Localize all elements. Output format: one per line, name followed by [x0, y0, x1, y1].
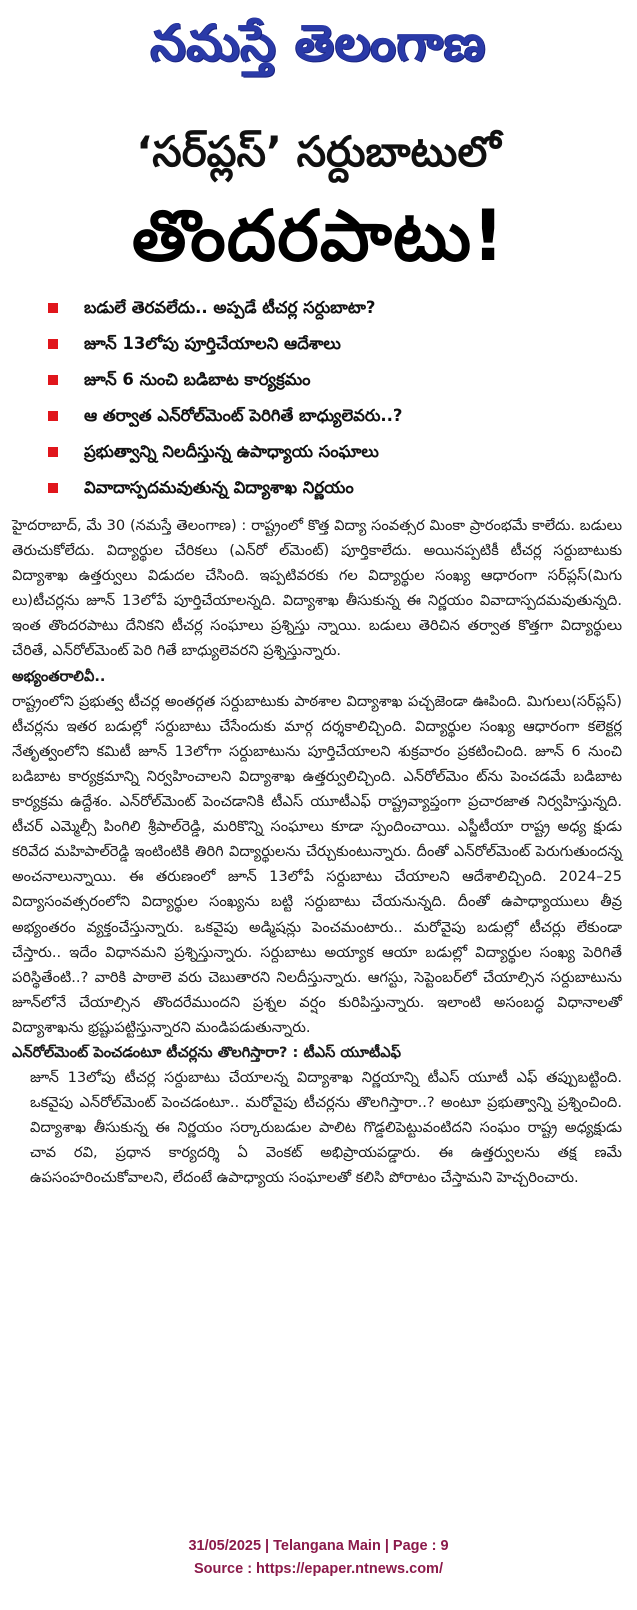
article-body	[12, 513, 622, 1191]
masthead-logo	[0, 8, 637, 78]
article-subheading-2: ఎన్‌రోల్‌మెంట్ పెంచడంటూ టీచర్లను తొలగిస్తారా? : టీఎస్ యూటీఎఫ్	[12, 1043, 401, 1061]
highlight-item	[48, 362, 608, 398]
article-paragraph-1: హైదరాబాద్, మే 30 (నమస్తే తెలంగాణ) : రాష్ట్రంలో కొత్త విద్యా సంవత్సర మింకా ప్రారంభమే కాలేదు. బడులు తెరుచుకోలేదు. విద్యార్థుల చేరికలు (ఎన్‌రో ల్‌మెంట్) పూర్తికాలేదు. అయినప్పటికీ టీచర్ల సర్దుబాటుకు విద్యాశాఖ ఉత్తర్వులు విడుదల చేసింది. ఇప్పటివరకు గల విద్యార్థుల సంఖ్య ఆధారంగా సర్‌ప్లస్(మిగు లు)టీచర్లను జూన్ 13లోపే పూర్తిచేయాలన్నది. విద్యాశాఖ తీసుకున్న ఈ నిర్ణయం వివాదాస్పదమవుతున్నది. ఇంత తొందరపాటు దేనికని టీచర్ల సంఘాలు ప్రశ్నిస్తు న్నాయి. బడులు తెరిచిన తర్వాత కొత్తగా విద్యార్థులు చేరితే, ఎన్‌రోల్‌మెంట్ పెరి గితే బాధ్యులెవరని ప్రశ్నిస్తున్నారు.	[12, 517, 622, 660]
red-square-bullet-icon	[48, 447, 58, 457]
page-footer	[0, 1535, 637, 1581]
red-square-bullet-icon	[48, 375, 58, 385]
article-subheading-1: అభ్యంతరాలివీ..	[12, 667, 106, 685]
highlight-text: ఆ తర్వాత ఎన్‌రోల్‌మెంట్ పెరిగితే బాధ్యులెవరు..?	[84, 406, 403, 425]
highlight-text: బడులే తెరవలేదు.. అప్పడే టీచర్ల సర్దుబాటా?	[84, 298, 376, 317]
highlight-item	[48, 434, 608, 470]
footer-source-link[interactable]: Source : https://epaper.ntnews.com/	[194, 1561, 443, 1577]
red-square-bullet-icon	[48, 339, 58, 349]
red-square-bullet-icon	[48, 411, 58, 421]
headline-line-2: తొందరపాటు!	[131, 195, 506, 277]
highlight-item	[48, 326, 608, 362]
footer-edition-info: 31/05/2025 | Telangana Main | Page : 9	[188, 1538, 449, 1554]
red-square-bullet-icon	[48, 483, 58, 493]
highlight-text: జూన్ 6 నుంచి బడిబాట కార్యక్రమం	[84, 370, 311, 389]
highlight-item	[48, 290, 608, 326]
article-paragraph-2: రాష్ట్రంలోని ప్రభుత్వ టీచర్ల అంతర్గత సర్దుబాటుకు పాఠశాల విద్యాశాఖ పచ్చజెండా ఊపింది. మిగులు(సర్‌ప్లస్) టీచర్లను ఇతర బడుల్లో సర్దుబాటు చేసేందుకు మార్గ దర్శకాలిచ్చింది. విద్యార్థుల సంఖ్య ఆధారంగా కలెక్టర్ల నేతృత్వంలోని కమిటీ జూన్ 13లోగా సర్దుబాటును పూర్తిచేయాలని శుక్రవారం ప్రకటించింది. జూన్ 6 నుంచి బడిబాట కార్యక్రమాన్ని నిర్వహించాలని విద్యాశాఖ ఉత్తర్వులిచ్చింది. ఎన్‌రోల్‌మెం ట్‌ను పెంచడమే బడిబాట కార్యక్రమ ఉద్దేశం. ఎన్‌రోల్‌మెంట్ పెంచడానికి టీఎస్ యూటీఎఫ్ రాష్ట్రవ్యాప్తంగా ప్రచారజాత నిర్వహిస్తున్నది. టీచర్ ఎమ్మెల్సీ పింగిలి శ్రీపాల్‌రెడ్డి, మరికొన్ని సంఘాలు కూడా స్పందించాయి. ఎస్జీటీయా రాష్ట్ర అధ్య క్షుడు కరివేద మహిపాల్‌రెడ్డి ఇంటింటికి తిరిగి విద్యార్థులను చేర్చుకుంటున్నారు. దీంతో ఎన్‌రోల్‌మెంట్ పెరుగుతుందన్న అంచనాలున్నాయి. ఈ తరుణంలో జూన్ 13లోపే సర్దుబాటు చేయాలని ఆదేశాలిచ్చింది. 2024–25 విద్యాసంవత్సరంలోని విద్యార్థుల సంఖ్యను బట్టి సర్దుబాటు చేయనున్నది. దీంతో ఉపాధ్యాయులు తీవ్ర అభ్యంతరం వ్యక్తంచేస్తున్నారు. ఒకవైపు అడ్మిషన్లు పెంచమంటారు.. మరోవైపు బడుల్లో టీచర్లు లేకుండా చేస్తారు.. ఇదేం విధానమని ప్రశ్నిస్తున్నారు. సర్దుబాటు అయ్యాక ఆయా బడుల్లో విద్యార్థుల సంఖ్య పెరిగితే పరిస్థితేంటి..? వారికి పాఠాలె వరు చెబుతారని నిలదీస్తున్నారు. ఆగస్టు, సెప్టెంబర్‌లో చేయాల్సిన సర్దుబాటును జూన్‌లోనే చేయాల్సిన తొందరేముందని ప్రశ్నల వర్షం కురిపిస్తున్నారు. ఇలాంటి అసంబద్ధ విధానాలతో విద్యాశాఖను భ్రష్టుపట్టిస్తున్నారని మండిపడుతున్నారు.	[12, 692, 622, 1036]
highlight-text: జూన్ 13లోపు పూర్తిచేయాలని ఆదేశాలు	[84, 334, 341, 353]
red-square-bullet-icon	[48, 303, 58, 313]
masthead-title: నమస్తే తెలంగాణ	[150, 14, 487, 72]
headline-line-1: ‘సర్‌ప్లస్’ సర్దుబాటులో	[136, 127, 501, 176]
highlight-item	[48, 470, 608, 506]
highlight-item	[48, 398, 608, 434]
article-paragraph-3: జూన్ 13లోపు టీచర్ల సర్దుబాటు చేయాలన్న విద్యాశాఖ నిర్ణయాన్ని టీఎస్ యూటీ ఎఫ్ తప్పుబట్టింది. ఒకవైపు ఎన్‌రోల్‌మెంట్ పెంచడంటూ.. మరోవైపు టీచర్లను తొలగిస్తారా..? అంటూ ప్రభుత్వాన్ని ప్రశ్నించింది. విద్యాశాఖ తీసుకున్న ఈ నిర్ణయం సర్కారుబడుల పాలిట గొడ్డలిపెట్టువంటిదని సంఘం రాష్ట్ర అధ్యక్షుడు చావ రవి, ప్రధాన కార్యదర్శి ఏ వెంకట్ అభిప్రాయపడ్డారు. ఈ ఉత్తర్వులను తక్ష ణమే ఉపసంహరించుకోవాలని, లేదంటే ఉపాధ్యాయ సంఘాలతో కలిసి పోరాటం చేస్తామని హెచ్చరించారు.	[30, 1069, 622, 1187]
highlight-text: వివాదాస్పదమవుతున్న విద్యాశాఖ నిర్ణయం	[84, 478, 354, 497]
highlight-text: ప్రభుత్వాన్ని నిలదీస్తున్న ఉపాధ్యాయ సంఘాలు	[84, 442, 379, 461]
highlights-list	[48, 290, 608, 506]
